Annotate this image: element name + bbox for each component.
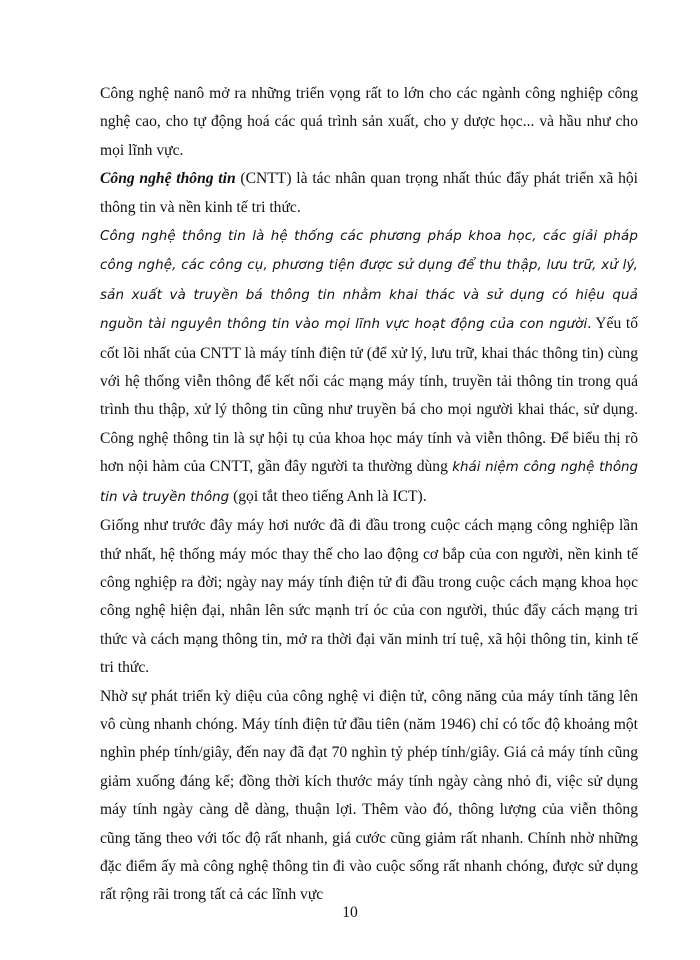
paragraph-it-intro-text: (CNTT) là tác nhân quan trọng nhất thúc đẩy phát triển xã hội thông tin và nền kinh tế tri thức. [100,170,638,216]
paragraph-it-intro [100,165,638,222]
it-definition: Công nghệ thông tin là hệ thống các phương pháp khoa học, các giải pháp công nghệ, các công cụ, phương tiện được sử dụng để thu thập, lưu trữ, xử lý, sản xuất và truyền bá thông tin nhằm khai thác và sử dụng có hiệu quả nguồn tài nguyên thông tin vào mọi lĩnh vực hoạt động của con người [100,229,638,333]
it-definition-body: . Yếu tố cốt lõi nhất của CNTT là máy tính điện tử (để xử lý, lưu trữ, khai thác thông tin) cùng với hệ thống viễn thông để kết nối các mạng máy tính, truyền tải thông tin trong quá trình thu thập, xử lý thông tin cũng như truyền bá cho mọi người khai thác, sử dụng. Công nghệ thông tin là sự hội tụ của khoa học máy tính và viễn thông. Để biểu thị rõ hơn nội hàm của CNTT, gần đây người ta thường dùng [100,315,638,476]
paragraph-microelectronics: Nhờ sự phát triển kỳ diệu của công nghệ vi điện tử, công năng của máy tính tăng lên vô cùng nhanh chóng. Máy tính điện tử đầu tiên (năm 1946) chỉ có tốc độ khoảng một nghìn phép tính/giây, đến nay đã đạt 70 nghìn tỷ phép tính/giây. Giá cả máy tính cũng giảm xuống đáng kể; đồng thời kích thước máy tính ngày càng nhỏ đi, việc sử dụng máy tính ngày càng dễ dàng, thuận lợi. Thêm vào đó, thông lượng của viễn thông cũng tăng theo với tốc độ rất nhanh, giá cước cũng giảm rất nhanh. Chính nhờ những đặc điểm ấy mà công nghệ thông tin đi vào cuộc sống rất nhanh chóng, được sử dụng rất rộng rãi trong tất cả các lĩnh vực [100,687,638,904]
paragraph-nanotech: Công nghệ nanô mở ra những triển vọng rất to lớn cho các ngành công nghiệp công nghệ cao, cho tự động hoá các quá trình sản xuất, cho y dược học... và hầu như cho mọi lĩnh vực. [100,85,638,159]
body-text [100,80,638,910]
page-number: 10 [342,904,358,921]
term-ict: khái niệm công nghệ thông tin và truyền thông [100,460,638,505]
paragraph-industrial-revolution: Giống như trước đây máy hơi nước đã đi đầu trong cuộc cách mạng công nghiệp lần thứ nhất, hệ thống máy móc thay thế cho lao động cơ bắp của con người, nền kinh tế công nghiệp ra đời; ngày nay máy tính điện tử đi đầu trong cuộc cách mạng khoa học công nghệ hiện đại, nhân lên sức mạnh trí óc của con người, thúc đẩy cách mạng tri thức và cách mạng thông tin, mở ra thời đại văn minh trí tuệ, xã hội thông tin, kinh tế tri thức. [100,517,638,677]
paragraph-it-definition [100,222,638,512]
it-definition-tail: (gọi tắt theo tiếng Anh là ICT). [229,487,427,505]
term-cong-nghe-thong-tin: Công nghệ thông tin [100,170,236,188]
